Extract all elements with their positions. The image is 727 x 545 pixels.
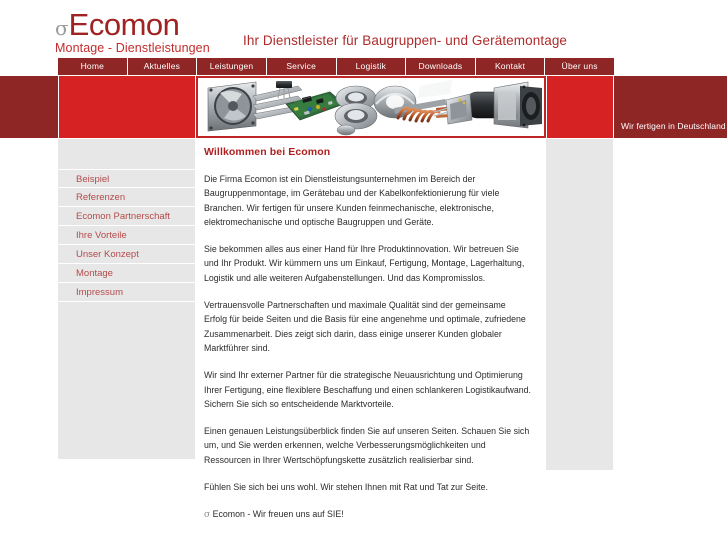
content-paragraph-1: Die Firma Ecomon ist ein Dienstleistungsunternehmen im Bereich der Baugruppenmontage, im Gerätebau und der Kabelkonfektionierung für viele Branchen. Wir fertigen für unsere Kunden feinmechanische, elektronische, elektromechanische und optische Baugruppen und Geräte. — [204, 174, 500, 227]
content-paragraph-6: Fühlen Sie sich bei uns wohl. Wir stehen Ihnen mit Rat und Tat zur Seite. — [204, 482, 488, 493]
sidebar-item-unser-konzept[interactable]: Unser Konzept — [58, 245, 195, 264]
sigma-icon-closing: σ — [204, 510, 211, 521]
nav-item-ueber-uns[interactable]: Über uns — [561, 61, 598, 71]
main-content — [196, 139, 545, 521]
nav-item-downloads[interactable]: Downloads — [406, 58, 476, 75]
logo-subtitle: Montage - Dienstleistungen — [55, 41, 210, 55]
sidebar-item-beispiel[interactable]: Beispiel — [58, 169, 195, 188]
site-header — [0, 0, 727, 57]
content-paragraph-5: Einen genauen Leistungsüberblick finden Sie auf unseren Seiten. Schauen Sie sich um, und Sie werden erkennen, welche Verbesserungsmöglichkeiten und Ressourcen in Ihrer Wertschöpfungskette zusätzlich realisierbar sind. — [204, 426, 530, 465]
sidebar-navigation — [58, 139, 195, 459]
nav-item-aktuelles[interactable]: Aktuelles — [128, 58, 198, 75]
content-paragraph-3: Vertrauensvolle Partnerschaften und maximale Qualität sind der gemeinsame Erfolg für beide Seiten und die Basis für eine angenehme und optimale, zufriedene Zusammenarbeit. Dies zeigt sich darin, dass einige unserer Kunden globaler Marktführer sind. — [204, 300, 526, 353]
banner-slogan-panel — [59, 76, 195, 138]
sidebar-item-ecomon-partnerschaft[interactable]: Ecomon Partnerschaft — [58, 207, 195, 226]
content-closing — [204, 507, 531, 522]
banner-right-red-block — [547, 76, 613, 138]
nav-item-home[interactable]: Home — [58, 58, 128, 75]
sidebar-item-referenzen[interactable]: Referenzen — [58, 188, 195, 207]
hero-components-image — [198, 78, 544, 136]
banner-left-dark-block — [0, 76, 58, 138]
right-gray-panel — [546, 139, 613, 470]
sidebar-item-montage[interactable]: Montage — [58, 264, 195, 283]
made-in-germany-note: Wir fertigen in Deutschland — [621, 121, 726, 131]
nav-item-kontakt[interactable]: Kontakt — [476, 58, 546, 75]
content-paragraph-4: Wir sind Ihr externer Partner für die strategische Neuausrichtung und Optimierung Ihrer Fertigung, eine flexiblere Beschaffung und einen schlankeren Logistikaufwand. Sichern Sie sich so entscheidende Marktvorteile. — [204, 370, 531, 409]
nav-item-leistungen[interactable]: Leistungen — [197, 58, 267, 75]
content-paragraph-2: Sie bekommen alles aus einer Hand für Ihre Produktinnovation. Wir betreuen Sie und Ihr Produkt. Wir kümmern uns um Einkauf, Fertigung, Montage, Lagerhaltung, Logistik und alle weiteren Aufgabenstellungen. Und das Kompromisslos. — [204, 244, 525, 283]
main-navigation — [58, 58, 614, 75]
content-closing-text: Ecomon - Wir freuen uns auf SIE! — [212, 509, 344, 520]
page-title: Willkommen bei Ecomon — [204, 146, 331, 158]
logo-wordmark — [55, 9, 230, 40]
site-tagline: Ihr Dienstleister für Baugruppen- und Gerätemontage — [243, 33, 568, 48]
nav-item-logistik[interactable]: Logistik — [337, 58, 407, 75]
sidebar-spacer — [58, 139, 195, 169]
sidebar-item-ihre-vorteile[interactable]: Ihre Vorteile — [58, 226, 195, 245]
sigma-icon: σ — [55, 16, 69, 40]
sidebar-item-impressum[interactable]: Impressum — [58, 283, 195, 302]
hero-image-frame — [196, 76, 546, 138]
logo[interactable] — [55, 9, 230, 55]
logo-name: Ecomon — [68, 7, 180, 42]
nav-item-service[interactable]: Service — [267, 58, 337, 75]
